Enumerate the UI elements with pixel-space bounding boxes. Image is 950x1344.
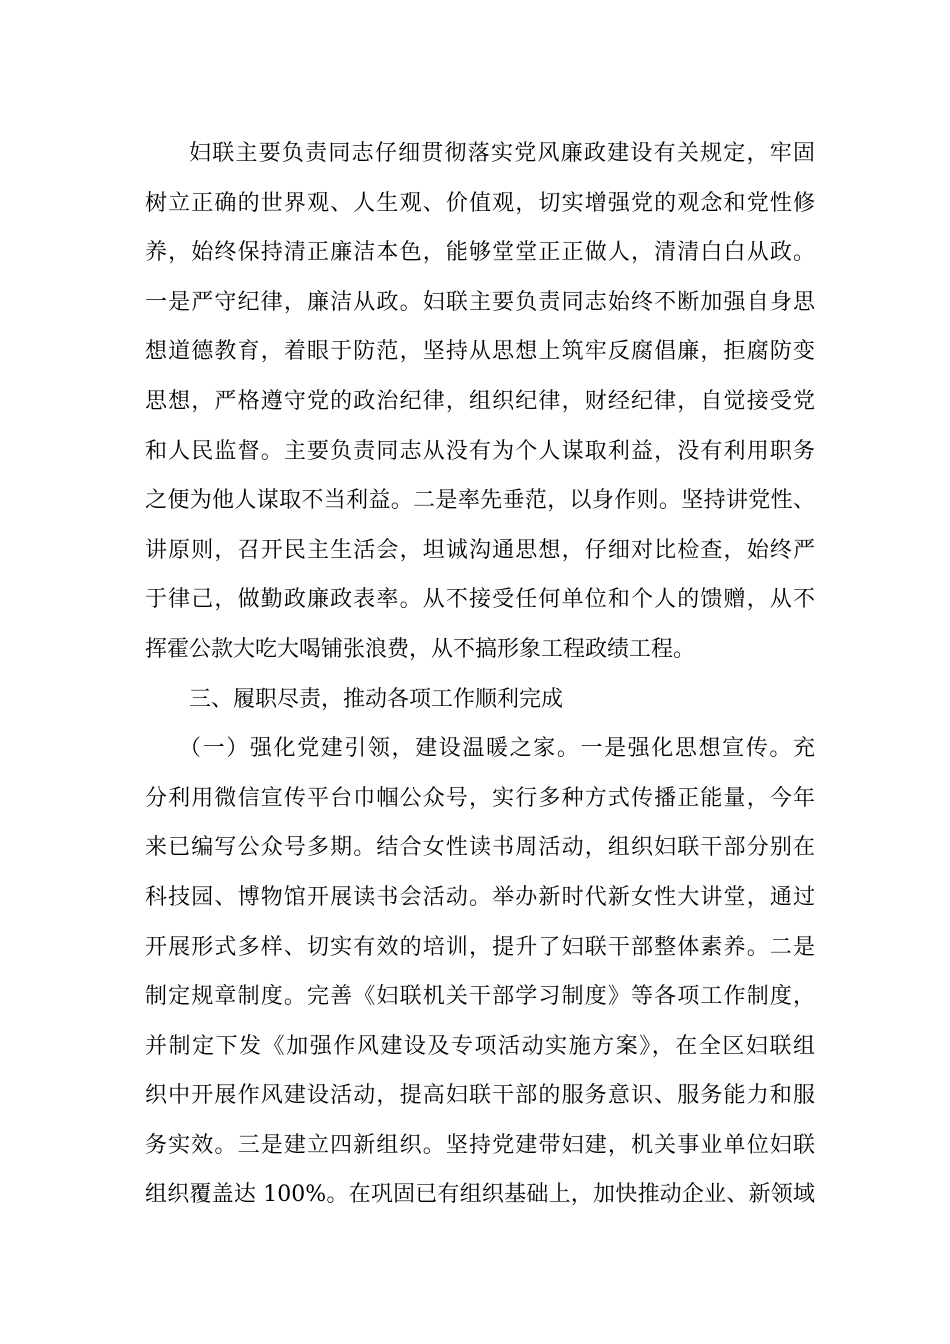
paragraph-line: 开展形式多样、切实有效的培训，提升了妇联干部整体素养。二是 (145, 934, 815, 960)
paragraph-line: 妇联主要负责同志仔细贯彻落实党风廉政建设有关规定，牢固 (189, 141, 815, 166)
paragraph-line: 织中开展作风建设活动，提高妇联干部的服务意识、服务能力和服 (145, 1083, 815, 1109)
paragraph-line: 树立正确的世界观、人生观、价值观，切实增强党的观念和党性修 (145, 190, 815, 216)
paragraph-line: 挥霍公款大吃大喝铺张浪费，从不搞形象工程政绩工程。 (145, 636, 696, 662)
paragraph-line: 于律己，做勤政廉政表率。从不接受任何单位和个人的馈赠，从不 (145, 587, 815, 613)
paragraph-line: 组织覆盖达 100%。在巩固已有组织基础上，加快推动企业、新领域 (145, 1182, 815, 1208)
paragraph-line: 科技园、博物馆开展读书会活动。举办新时代新女性大讲堂，通过 (145, 884, 815, 910)
paragraph-line: 并制定下发《加强作风建设及专项活动实施方案》，在全区妇联组 (145, 1033, 815, 1059)
paragraph-line: 想道德教育，着眼于防范，坚持从思想上筑牢反腐倡廉，拒腐防变 (145, 339, 815, 365)
paragraph-line: （一）强化党建引领，建设温暖之家。一是强化思想宣传。充 (179, 736, 815, 762)
paragraph-line: 和人民监督。主要负责同志从没有为个人谋取利益，没有利用职务 (145, 438, 815, 464)
document-body (145, 129, 815, 1220)
paragraph-line: 讲原则，召开民主生活会，坦诚沟通思想，仔细对比检查，始终严 (145, 537, 815, 563)
paragraph-line: 来已编写公众号多期。结合女性读书周活动，组织妇联干部分别在 (145, 835, 815, 861)
section-heading: 三、履职尽责，推动各项工作顺利完成 (189, 686, 564, 712)
paragraph-line: 务实效。三是建立四新组织。坚持党建带妇建，机关事业单位妇联 (145, 1132, 815, 1158)
paragraph-line: 之便为他人谋取不当利益。二是率先垂范，以身作则。坚持讲党性、 (145, 488, 815, 514)
paragraph-line: 制定规章制度。完善《妇联机关干部学习制度》等各项工作制度， (145, 984, 815, 1010)
paragraph-line: 一是严守纪律，廉洁从政。妇联主要负责同志始终不断加强自身思 (145, 289, 815, 315)
paragraph-line: 思想，严格遵守党的政治纪律，组织纪律，财经纪律，自觉接受党 (145, 388, 815, 414)
paragraph-line: 分利用微信宣传平台巾帼公众号，实行多种方式传播正能量，今年 (145, 785, 815, 811)
paragraph-line: 养，始终保持清正廉洁本色，能够堂堂正正做人，清清白白从政。 (145, 240, 815, 266)
